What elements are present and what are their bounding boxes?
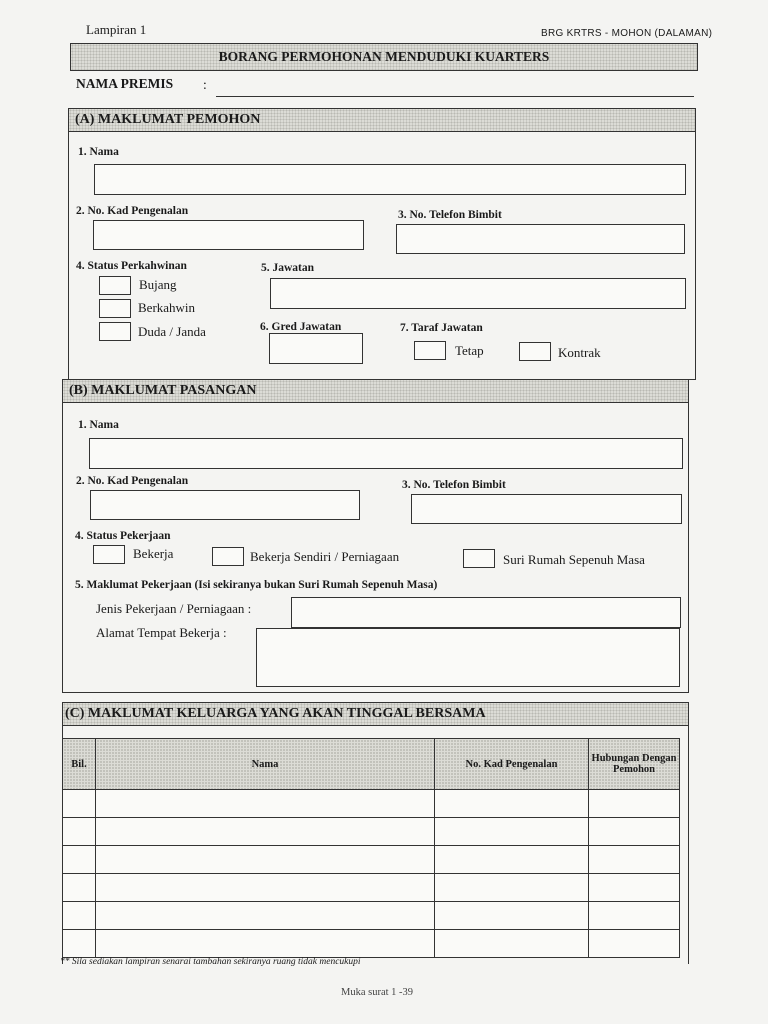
col-ic: No. Kad Pengenalan (435, 739, 589, 790)
option-tetap: Tetap (455, 343, 484, 358)
option-suri-rumah: Suri Rumah Sepenuh Masa (503, 552, 645, 567)
checkbox-duda-janda[interactable] (99, 322, 131, 341)
ref-code: BRG KRTRS - MOHON (DALAMAN) (541, 28, 713, 39)
a-nama-field[interactable] (94, 164, 686, 195)
a-ic-field[interactable] (93, 220, 364, 250)
premis-colon: : (203, 77, 207, 92)
section-c-title: (C) MAKLUMAT KELUARGA YANG AKAN TINGGAL BERSAMA (65, 706, 486, 721)
section-b-title: (B) MAKLUMAT PASANGAN (63, 380, 688, 403)
section-a-title: (A) MAKLUMAT PEMOHON (69, 109, 695, 132)
b-phone-field[interactable] (411, 494, 682, 524)
table-row (63, 818, 680, 846)
b-phone-label: 3. No. Telefon Bimbit (402, 479, 506, 491)
b-ic-label: 2. No. Kad Pengenalan (76, 475, 189, 487)
option-kontrak: Kontrak (558, 345, 601, 360)
cell-ic[interactable] (435, 874, 589, 902)
a-taraf-label: 7. Taraf Jawatan (400, 322, 483, 334)
col-nama: Nama (96, 739, 435, 790)
a-gred-field[interactable] (269, 333, 363, 364)
cell-hubungan[interactable] (589, 930, 680, 958)
a-phone-field[interactable] (396, 224, 685, 254)
table-row (63, 790, 680, 818)
cell-nama[interactable] (96, 930, 435, 958)
cell-ic[interactable] (435, 790, 589, 818)
b-jenis-field[interactable] (291, 597, 681, 628)
checkbox-bekerja[interactable] (93, 545, 125, 564)
b-nama-field[interactable] (89, 438, 683, 469)
cell-hubungan[interactable] (589, 790, 680, 818)
a-ic-label: 2. No. Kad Pengenalan (76, 205, 189, 217)
cell-bil[interactable] (63, 790, 96, 818)
cell-nama[interactable] (96, 874, 435, 902)
a-phone-label: 3. No. Telefon Bimbit (398, 209, 502, 221)
b-alamat-field[interactable] (256, 628, 680, 687)
checkbox-tetap[interactable] (414, 341, 446, 360)
family-table-header (63, 739, 680, 790)
table-row (63, 902, 680, 930)
cell-bil[interactable] (63, 818, 96, 846)
checkbox-bekerja-sendiri[interactable] (212, 547, 244, 566)
cell-bil[interactable] (63, 846, 96, 874)
col-hubungan: Hubungan Dengan Pemohon (589, 739, 680, 790)
cell-bil[interactable] (63, 902, 96, 930)
section-c-header (62, 702, 689, 726)
cell-ic[interactable] (435, 846, 589, 874)
cell-ic[interactable] (435, 818, 589, 846)
page-number: Muka surat 1 -39 (341, 987, 414, 998)
b-nama-label: 1. Nama (78, 419, 119, 431)
option-bekerja-sendiri: Bekerja Sendiri / Perniagaan (250, 549, 400, 564)
option-berkahwin: Berkahwin (138, 300, 196, 315)
cell-hubungan[interactable] (589, 818, 680, 846)
b-jenis-label: Jenis Pekerjaan / Perniagaan : (96, 601, 252, 616)
b-alamat-label: Alamat Tempat Bekerja : (96, 625, 227, 640)
a-gred-label: 6. Gred Jawatan (260, 321, 342, 333)
checkbox-suri-rumah[interactable] (463, 549, 495, 568)
a-marital-label: 4. Status Perkahwinan (76, 260, 187, 272)
cell-nama[interactable] (96, 902, 435, 930)
cell-ic[interactable] (435, 930, 589, 958)
col-bil: Bil. (63, 739, 96, 790)
checkbox-bujang[interactable] (99, 276, 131, 295)
table-row (63, 874, 680, 902)
cell-hubungan[interactable] (589, 902, 680, 930)
family-table (62, 738, 680, 958)
cell-hubungan[interactable] (589, 846, 680, 874)
checkbox-berkahwin[interactable] (99, 299, 131, 318)
footnote: ** Sila sediakan lampiran senarai tambahan sekiranya ruang tidak mencukupi (60, 957, 361, 967)
a-jawatan-label: 5. Jawatan (261, 262, 315, 274)
table-row (63, 846, 680, 874)
cell-hubungan[interactable] (589, 874, 680, 902)
option-bujang: Bujang (139, 277, 177, 292)
cell-bil[interactable] (63, 874, 96, 902)
form-title: BORANG PERMOHONAN MENDUDUKI KUARTERS (70, 43, 698, 71)
cell-nama[interactable] (96, 790, 435, 818)
premis-field[interactable] (216, 96, 694, 97)
cell-nama[interactable] (96, 846, 435, 874)
cell-bil[interactable] (63, 930, 96, 958)
option-duda-janda: Duda / Janda (138, 324, 206, 339)
b-work-info-label: 5. Maklumat Pekerjaan (Isi sekiranya bukan Suri Rumah Sepenuh Masa) (75, 579, 438, 591)
checkbox-kontrak[interactable] (519, 342, 551, 361)
lampiran-label: Lampiran 1 (86, 22, 147, 37)
b-work-status-label: 4. Status Pekerjaan (75, 530, 171, 542)
b-ic-field[interactable] (90, 490, 360, 520)
table-row (63, 930, 680, 958)
premis-label: NAMA PREMIS (76, 76, 174, 91)
a-jawatan-field[interactable] (270, 278, 686, 309)
option-bekerja: Bekerja (133, 546, 174, 561)
cell-ic[interactable] (435, 902, 589, 930)
a-nama-label: 1. Nama (78, 146, 119, 158)
cell-nama[interactable] (96, 818, 435, 846)
